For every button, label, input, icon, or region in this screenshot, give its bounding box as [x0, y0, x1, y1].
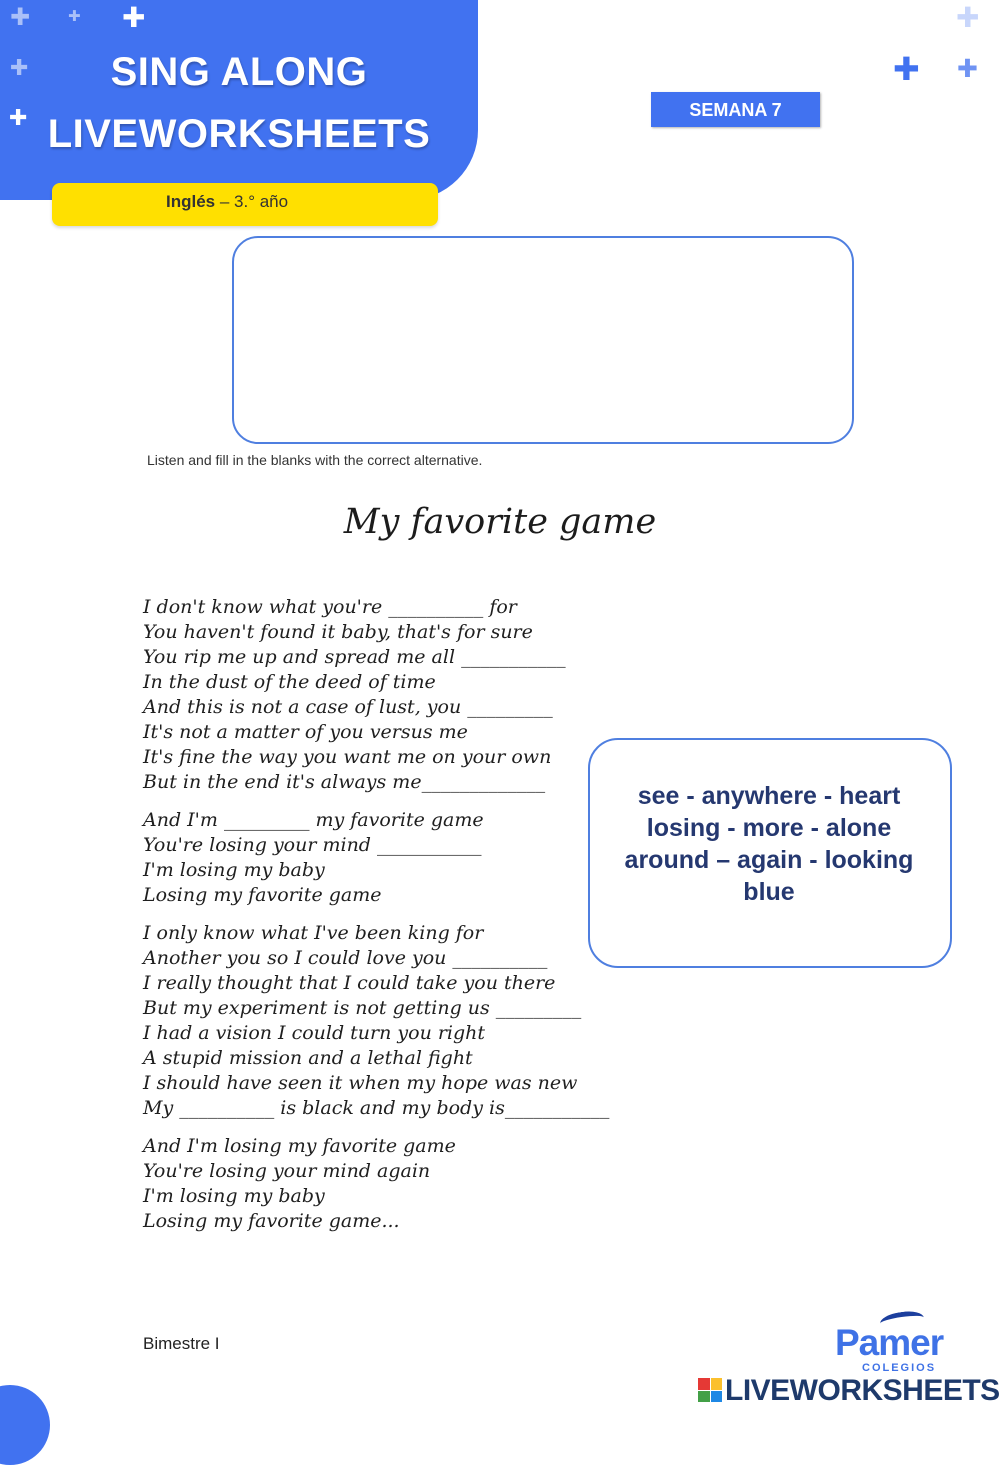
page-title-line1: SING ALONG [110, 50, 368, 94]
plus-decoration-icon: ✚ [68, 7, 81, 25]
lyric-line: Losing my favorite game [143, 884, 382, 906]
lyric-line: It's fine the way you want me on your own [143, 746, 552, 768]
word-bank-line: losing - more - alone [646, 814, 892, 842]
brand-wordmark[interactable]: LIVEWORKSHEETS [725, 1374, 1000, 1407]
plus-decoration-icon: ✚ [957, 54, 978, 83]
lyric-line: But in the end it's always me_____________ [143, 771, 546, 793]
plus-decoration-icon: ✚ [122, 1, 146, 34]
term-label: Bimestre I [143, 1334, 220, 1353]
song-title: My favorite game [343, 502, 657, 542]
liveworksheets-logo-icon [698, 1378, 722, 1402]
lyric-line: I should have seen it when my hope was new [143, 1072, 578, 1094]
subject-grade: – 3.° año [215, 192, 289, 211]
lyric-line: A stupid mission and a lethal fight [143, 1047, 473, 1069]
page-title-line2: LIVEWORKSHEETS [47, 112, 431, 156]
header-banner [0, 0, 478, 200]
word-bank-line: around – again - looking [624, 846, 914, 874]
plus-decoration-icon: ✚ [10, 3, 31, 31]
lyric-line: You're losing your mind again [143, 1160, 431, 1182]
lyric-line: And I'm _________ my favorite game [143, 809, 484, 831]
lyric-line: I really thought that I could take you there [143, 972, 556, 994]
plus-decoration-icon: ✚ [893, 50, 920, 88]
lyric-line: And I'm losing my favorite game [143, 1135, 456, 1157]
word-bank-line: blue [743, 878, 795, 906]
lyric-line: You rip me up and spread me all ___________ [143, 646, 566, 668]
lyric-line: I only know what I've been king for [143, 922, 484, 944]
school-logo: Pamer [835, 1322, 944, 1363]
lyric-line: Another you so I could love you __________ [143, 947, 548, 969]
lyric-line: I'm losing my baby [143, 1185, 325, 1207]
audio-player-frame[interactable] [232, 236, 854, 444]
plus-decoration-icon: ✚ [10, 56, 29, 81]
word-bank-line: see - anywhere - heart [637, 782, 901, 810]
plus-decoration-icon: ✚ [9, 106, 28, 131]
lyric-line: In the dust of the deed of time [143, 671, 436, 693]
lyric-line: You're losing your mind ___________ [143, 834, 482, 856]
lyric-line: I'm losing my baby [143, 859, 325, 881]
week-badge: SEMANA 7 [651, 92, 820, 127]
lyric-line: I don't know what you're __________ for [143, 596, 517, 618]
lyric-line: Losing my favorite game... [143, 1210, 400, 1232]
lyric-line: But my experiment is not getting us _________ [143, 997, 582, 1019]
lyric-line: You haven't found it baby, that's for sure [143, 621, 533, 643]
lyric-line: I had a vision I could turn you right [143, 1022, 486, 1044]
lyric-line: And this is not a case of lust, you _________ [143, 696, 553, 718]
lyric-line: My __________ is black and my body is___________ [143, 1097, 610, 1119]
lyric-line: It's not a matter of you versus me [143, 721, 468, 743]
subject-label [166, 192, 288, 212]
school-logo-subtitle: COLEGIOS [862, 1362, 937, 1374]
instruction-text: Listen and fill in the blanks with the correct alternative. [147, 452, 483, 468]
plus-decoration-icon: ✚ [956, 1, 980, 34]
corner-decoration [0, 1385, 50, 1465]
subject-name: Inglés [166, 192, 216, 211]
